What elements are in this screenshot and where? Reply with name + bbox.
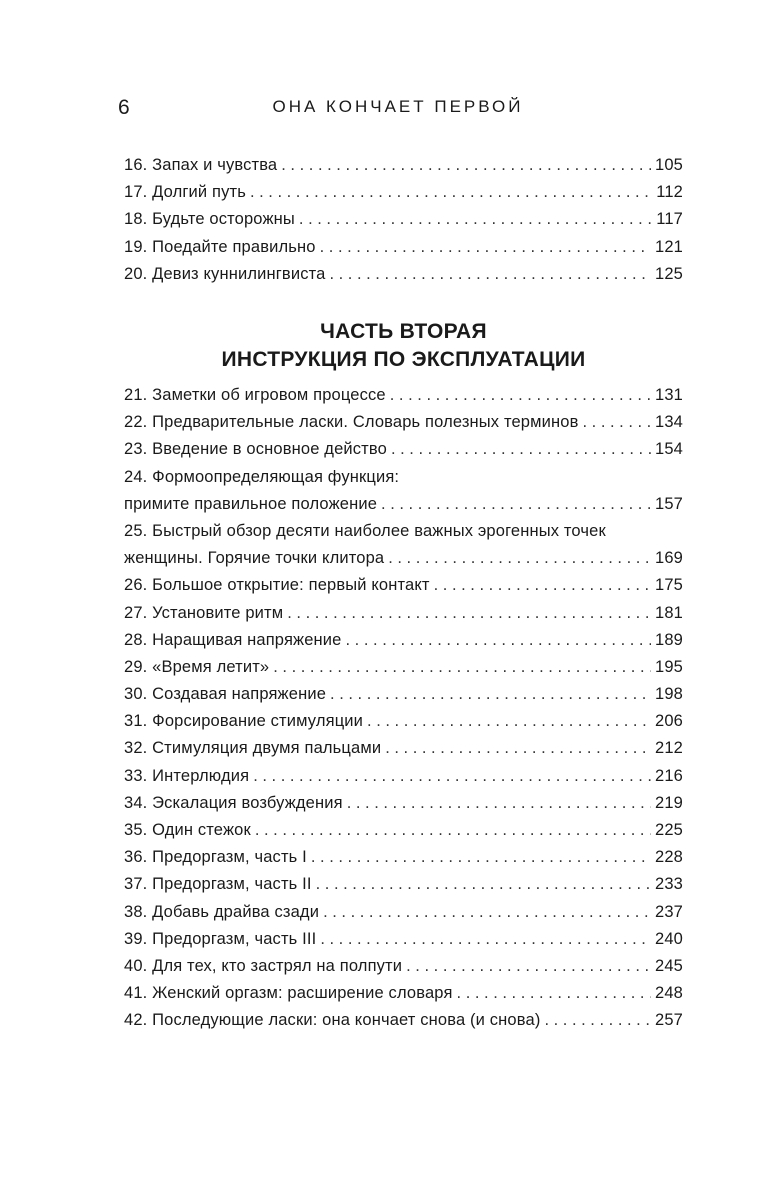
dot-leader: [367, 708, 651, 735]
toc-entry-title: 41. Женский оргазм: расширение словаря: [124, 984, 453, 1003]
toc-entry-title: 38. Добавь драйва сзади: [124, 902, 320, 921]
toc-entry-page: 131: [655, 386, 683, 404]
toc-entry: [124, 1007, 683, 1034]
toc-entry-page: 248: [655, 984, 683, 1003]
toc-entry: [124, 899, 683, 926]
toc-entry-title: 20. Девиз куннилингвиста: [124, 264, 326, 283]
toc-entry-page: 245: [655, 956, 683, 975]
toc-entry-first-line: [124, 518, 683, 545]
dot-leader: [323, 899, 651, 926]
toc-entry-title: 21. Заметки об игровом процессе: [124, 386, 386, 404]
toc-list-part1: [124, 152, 683, 288]
toc-entry-page: 134: [655, 413, 683, 432]
toc-entry-page: 125: [655, 264, 683, 283]
dot-leader: [385, 735, 651, 762]
dot-leader: [281, 152, 651, 179]
toc-entry: [124, 409, 683, 436]
toc-entry-title: 23. Введение в основное действо: [124, 440, 387, 459]
toc-entry-title: 25. Быстрый обзор десяти наиболее важных эрогенных точек: [124, 521, 606, 540]
toc-entry: [124, 980, 683, 1007]
page-header: [118, 96, 678, 122]
toc-entry-page: 225: [655, 821, 683, 839]
toc-entry: [124, 844, 683, 871]
toc-entry: [124, 953, 683, 980]
toc-entry-page: 233: [655, 875, 683, 894]
toc-entry-title: 36. Предоргазм, часть I: [124, 848, 307, 867]
toc-entry: [124, 926, 683, 953]
toc-entry: [124, 763, 683, 790]
toc-entry-title: 17. Долгий путь: [124, 183, 246, 202]
toc-entry-title: 28. Наращивая напряжение: [124, 630, 342, 649]
toc-entry: [124, 654, 683, 681]
dot-leader: [346, 627, 652, 654]
toc-entry-title: 27. Установите ритм: [124, 603, 284, 622]
dot-leader: [391, 436, 651, 463]
toc-entry-title: 24. Формоопределяющая функция:: [124, 467, 400, 486]
toc-entry-page: 240: [655, 929, 683, 948]
toc-entry-title: 39. Предоргазм, часть III: [124, 929, 317, 948]
dot-leader: [273, 654, 651, 681]
dot-leader: [582, 409, 651, 436]
toc-entry-title: 40. Для тех, кто застрял на полпути: [124, 956, 403, 975]
dot-leader: [390, 382, 651, 409]
toc-entry-title: 16. Запах и чувства: [124, 156, 278, 174]
toc-entry: [124, 382, 683, 409]
toc-entry-title: 19. Поедайте правильно: [124, 237, 316, 256]
toc-entry-page: 257: [655, 1011, 683, 1030]
toc-entry-page: 212: [655, 739, 683, 758]
toc-entry: [124, 681, 683, 708]
toc-entry-page: 117: [656, 210, 683, 229]
toc-entry-title: 29. «Время летит»: [124, 657, 270, 676]
dot-leader: [320, 926, 651, 953]
toc-entry-first-line: [124, 464, 683, 491]
toc-entry: [124, 491, 683, 518]
toc-entry-page: 219: [655, 793, 683, 812]
dot-leader: [330, 681, 651, 708]
toc-entry-title: примите правильное положение: [124, 494, 378, 513]
toc-entry-page: 198: [655, 685, 683, 704]
toc-entry: [124, 152, 683, 179]
toc-entry-page: 175: [655, 576, 683, 595]
toc-entry-page: 121: [655, 237, 683, 256]
dot-leader: [253, 763, 651, 790]
dot-leader: [255, 817, 651, 844]
part-heading-line2: ИНСТРУКЦИЯ ПО ЭКСПЛУАТАЦИИ: [221, 348, 586, 371]
toc-entry-title: 33. Интерлюдия: [124, 766, 250, 785]
toc-entry-title: 34. Эскалация возбуждения: [124, 793, 343, 812]
toc-entry-title: 18. Будьте осторожны: [124, 210, 295, 229]
toc-entry-page: 112: [656, 183, 683, 202]
dot-leader: [287, 600, 651, 627]
toc-entry: [124, 261, 683, 288]
toc-entry-page: 189: [655, 630, 683, 649]
toc-entry-title: 26. Большое открытие: первый контакт: [124, 576, 430, 595]
dot-leader: [311, 844, 651, 871]
toc-entry-page: 206: [655, 712, 683, 731]
toc-entry: [124, 790, 683, 817]
dot-leader: [320, 234, 651, 261]
toc-entry-page: 216: [655, 766, 683, 785]
toc-entry: [124, 871, 683, 898]
toc-entry: [124, 572, 683, 599]
toc-entry: [124, 817, 683, 844]
toc-entry-page: 228: [655, 848, 683, 867]
dot-leader: [329, 261, 651, 288]
toc-entry-title: 31. Форсирование стимуляции: [124, 712, 364, 731]
toc-list-part2: [124, 382, 683, 1035]
toc-entry-page: 237: [655, 902, 683, 921]
toc-entry: [124, 600, 683, 627]
toc-entry: [124, 436, 683, 463]
dot-leader: [347, 790, 651, 817]
toc-entry: [124, 179, 683, 206]
toc-entry-page: 181: [655, 603, 683, 622]
toc-entry: [124, 735, 683, 762]
toc-entry-title: женщины. Горячие точки клитора: [124, 549, 385, 568]
dot-leader: [544, 1007, 651, 1034]
toc-entry-title: 22. Предварительные ласки. Словарь полезных терминов: [124, 413, 579, 432]
toc-entry: [124, 545, 683, 572]
dot-leader: [299, 206, 652, 233]
toc-entry-page: 169: [655, 549, 683, 568]
toc-entry-title: 37. Предоргазм, часть II: [124, 875, 312, 894]
part-heading: [124, 318, 683, 374]
part-heading-line1: ЧАСТЬ ВТОРАЯ: [320, 320, 487, 343]
toc-entry-title: 42. Последующие ласки: она кончает снова (и снова): [124, 1011, 541, 1030]
dot-leader: [406, 953, 651, 980]
dot-leader: [457, 980, 651, 1007]
toc-entry: [124, 627, 683, 654]
dot-leader: [250, 179, 652, 206]
dot-leader: [381, 491, 651, 518]
dot-leader: [388, 545, 651, 572]
toc-entry-title: 32. Стимуляция двумя пальцами: [124, 739, 382, 758]
toc-entry-title: 30. Создавая напряжение: [124, 685, 327, 704]
toc-entry-page: 195: [655, 657, 683, 676]
toc-entry-page: 154: [655, 440, 683, 459]
page-number: 6: [118, 96, 130, 119]
toc-entry-page: 105: [655, 156, 683, 174]
toc-entry: [124, 234, 683, 261]
toc-entry: [124, 708, 683, 735]
toc-entry: [124, 206, 683, 233]
running-title: ОНА КОНЧАЕТ ПЕРВОЙ: [272, 97, 524, 116]
dot-leader: [434, 572, 651, 599]
toc-entry-page: 157: [655, 494, 683, 513]
toc-entry-title: 35. Один стежок: [124, 821, 251, 839]
dot-leader: [316, 871, 651, 898]
